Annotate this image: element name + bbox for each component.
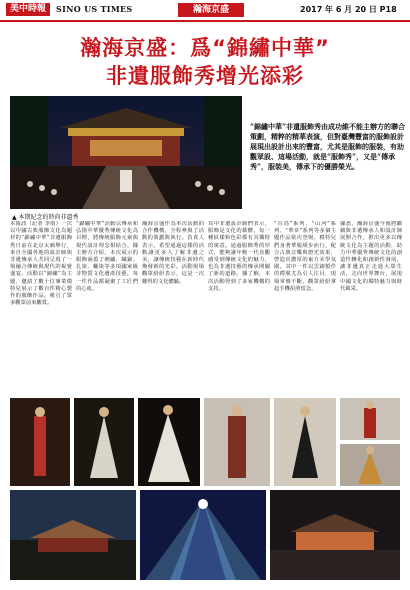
pull-quote: “錦繡中華”非遺服飾秀由成功維不能主辦方的聯合策劃，精粹的精華表演，但對臺灣豐富的服飾設計展現出設計出來的豐富，尤其是服飾的服裝，有助觀眾設、這場活動，就是“服飾秀”，又是“傳承秀”，服裝美，傳承下的優勝榮光。 xyxy=(250,122,406,171)
article-column-4: 其中非遺設計師們表示，服飾是文化的載體，每一種紋樣和色彩都有其獨特的寓意。通過服飾秀的形式，能夠讓年輕一代直觀感受到傳統文化的魅力，也為非遺技藝的傳承開闢了新的道路。據了解，本次活動得到了多家機構的支持。 xyxy=(208,221,270,292)
issue-date-page: 2017 年 6 月 20 日 P18 xyxy=(300,5,397,14)
palace-evening-photo xyxy=(10,490,136,580)
headline-line-2: 非遺服飾秀增光添彩 xyxy=(106,64,304,88)
article-column-6: 據悉，瀚海京盛今後將繼續與非遺傳承人和設計師展開合作，推出更多以傳統文化為主題的活動，助力中華優秀傳統文化的創造性轉化和創新性發展，讓非遺真正走進大眾生活，走向世界舞台，展現中國文化的獨特魅力與時代風采。 xyxy=(340,221,402,292)
main-photo-caption: ▲ 本期紀念的時尚非遺秀 xyxy=(12,214,79,221)
article-column-1: 本報訊（記者 李雨）一次以中國古典服飾文化為題材的“錦繡中華”非遺服飾秀日前在北京太廟舉行，來自全國各地的設計師與非遺傳承人共同呈現了一場融合傳統與現代的視覺盛宴。活動以“錦繡”為主題，邀請了數十位專業模特兒展示了數百件精心製作的服飾作品，吸引了眾多觀眾前來觀賞。 xyxy=(10,221,72,307)
model-gold-skirt-photo xyxy=(340,444,400,486)
model-black-dress-photo xyxy=(274,398,336,486)
model-white-veil-photo xyxy=(138,398,200,486)
main-event-photo xyxy=(10,96,242,209)
model-red-dress-photo xyxy=(10,398,70,486)
stage-lights-photo xyxy=(140,490,266,580)
model-embroidered-robe-photo xyxy=(204,398,270,486)
model-white-gown-photo xyxy=(74,398,134,486)
headline-line-1: 瀚海京盛：爲“錦繡中華” xyxy=(80,36,330,60)
section-label: 瀚海京盛 xyxy=(178,3,244,17)
courtyard-night-photo xyxy=(270,490,400,580)
article-column-2: “錦繡中華”活動以傳承和弘揚中華優秀傳統文化為目標，將傳統服飾元素與現代設計理念相結合。據主辦方介紹，本次展示的服飾涵蓋了刺繡、織錦、扎染、蠟染等多項國家級非物質文化遺產技藝，每一件作品都凝聚了工匠們的心血。 xyxy=(76,221,138,292)
newspaper-logo: 美中時報 xyxy=(6,3,50,16)
header-divider xyxy=(0,20,410,22)
newspaper-name-english: SINO US TIMES xyxy=(56,4,133,14)
model-crimson-robe-photo xyxy=(340,398,400,440)
article-column-3: 瀚海京盛作為本次活動的合作機構，全程參與了活動的策劃與執行。負責人表示，希望通過這樣的活動讓更多人了解非遺之美，讓傳統技藝在新時代煥發新的光彩。活動現場觀眾紛紛表示，這是一次難得的文化體驗。 xyxy=(142,221,204,285)
article-column-5: “百鳥”系列、“山河”系列、“華章”系列等多個主題作品依次登場，模特兒們身著華服緩步而行，配合古典音樂與燈光效果，營造出濃厚的東方美學氛圍。其中一件以雲錦製作的禮服尤為引人注目，現場掌聲不斷，觀眾紛紛拿起手機拍照留念。 xyxy=(274,221,336,292)
